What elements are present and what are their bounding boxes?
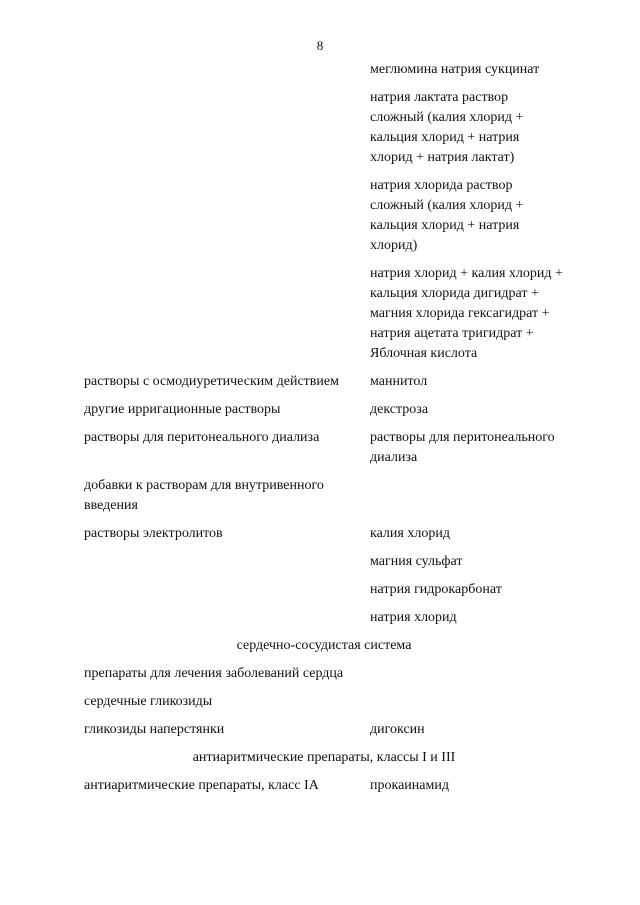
classification-cell	[84, 88, 370, 168]
classification-cell: другие ирригационные растворы	[84, 402, 281, 417]
drug-name-cell: растворы для перитонеального диализа	[370, 430, 555, 465]
table-row	[84, 552, 564, 572]
classification-cell: гликозиды наперстянки	[84, 722, 225, 737]
classification-cell: сердечные гликозиды	[84, 694, 213, 709]
table-row	[84, 400, 564, 420]
classification-cell: препараты для лечения заболеваний сердца	[84, 666, 344, 681]
classification-cell	[84, 552, 370, 572]
classification-cell: растворы с осмодиуретическим действием	[84, 374, 339, 389]
classification-cell	[84, 608, 370, 628]
table-row	[84, 776, 564, 796]
page-number: 8	[316, 38, 324, 53]
drug-name-cell: калия хлорид	[370, 526, 450, 541]
drug-name-cell	[370, 692, 564, 712]
table-row	[84, 428, 564, 468]
drug-name-cell: дигоксин	[370, 722, 425, 737]
classification-cell	[84, 176, 370, 256]
table-row	[84, 692, 564, 712]
drug-name-cell: декстроза	[370, 402, 429, 417]
classification-cell: растворы электролитов	[84, 526, 223, 541]
section-heading: антиаритмические препараты, классы I и III	[192, 750, 456, 765]
classification-cell: растворы для перитонеального диализа	[84, 430, 320, 445]
section-heading: сердечно-сосудистая система	[236, 638, 412, 653]
drug-name-cell: маннитол	[370, 374, 428, 389]
drug-name-cell: прокаинамид	[370, 778, 449, 793]
drug-name-cell: натрия хлорид	[370, 610, 457, 625]
classification-cell	[84, 264, 370, 364]
table-row	[84, 664, 564, 684]
table-row	[84, 88, 564, 168]
table-row	[84, 476, 564, 516]
table-row	[84, 372, 564, 392]
drug-name-cell: магния сульфат	[370, 554, 463, 569]
classification-cell: антиаритмические препараты, класс IA	[84, 778, 319, 793]
table-row	[84, 580, 564, 600]
table-row	[84, 60, 564, 80]
table-row	[84, 720, 564, 740]
drug-name-cell	[370, 476, 564, 516]
drug-name-cell: натрия лактата раствор сложный (калия хлорид + кальция хлорид + натрия хлорид + натрия лактат)	[370, 90, 524, 165]
classification-cell: добавки к растворам для внутривенного введения	[84, 478, 324, 513]
table-row	[84, 264, 564, 364]
drug-classification-table	[84, 60, 564, 804]
classification-cell	[84, 580, 370, 600]
drug-name-cell	[370, 664, 564, 684]
drug-name-cell: меглюмина натрия сукцинат	[370, 62, 540, 77]
drug-name-cell: натрия хлорид + калия хлорид + кальция хлорида дигидрат + магния хлорида гексагидрат + натрия ацетата тригидрат + Яблочная кислота	[370, 266, 563, 361]
classification-cell	[84, 60, 370, 80]
table-row	[84, 608, 564, 628]
drug-name-cell: натрия гидрокарбонат	[370, 582, 502, 597]
drug-name-cell: натрия хлорида раствор сложный (калия хлорид + кальция хлорид + натрия хлорид)	[370, 178, 524, 253]
table-row	[84, 176, 564, 256]
table-row	[84, 524, 564, 544]
